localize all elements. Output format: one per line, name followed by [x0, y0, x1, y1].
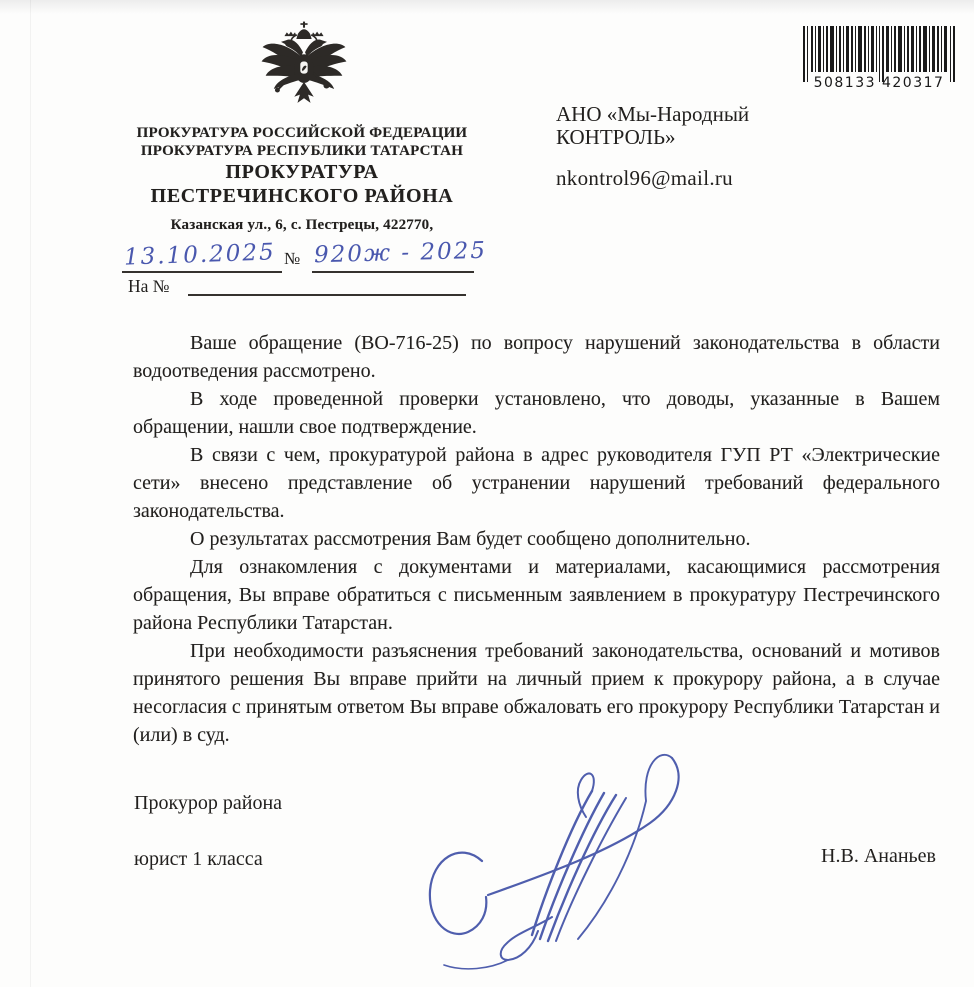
letter-body: [133, 329, 940, 749]
recipient-name-line-2: КОНТРОЛЬ»: [556, 125, 676, 149]
org-name-line-2: ПЕСТРЕЧИНСКОГО РАЙОНА: [150, 185, 454, 207]
handwritten-date: 13.10.2025: [123, 239, 277, 271]
recipient-email: nkontrol96@mail.ru: [556, 166, 733, 190]
coat-of-arms-icon: [258, 20, 350, 108]
paragraph-3: В связи с чем, прокуратурой района в адрес руководителя ГУП РТ «Электрические сети» внесено представление об устранении нарушений требований федерального законодательства.: [133, 444, 940, 522]
reply-to-label: На №: [128, 276, 170, 296]
number-underline: [312, 271, 474, 273]
signer-name: Н.В. Ананьев: [821, 845, 936, 867]
recipient-block: [556, 103, 856, 190]
handwritten-signature: [420, 743, 710, 975]
paragraph-4: О результатах рассмотрения Вам будет сообщено дополнительно.: [190, 528, 751, 550]
barcode-digits: 508133 420317: [813, 75, 945, 91]
barcode: [795, 24, 963, 96]
paragraph-1: Ваше обращение (ВО-716-25) по вопросу нарушений законодательства в области водоотведения рассмотрено.: [133, 332, 940, 382]
date-underline: [122, 271, 282, 273]
org-country-line: ПРОКУРАТУРА РОССИЙСКОЙ ФЕДЕРАЦИИ: [136, 125, 468, 141]
paragraph-5: Для ознакомления с документами и материалами, касающимися рассмотрения обращения, Вы вправе обратиться с письменным заявлением в прокуратуру Пестречинского района Республики Татарстан.: [133, 556, 940, 634]
recipient-name-line-1: АНО «Мы-Народный: [556, 102, 750, 126]
paragraph-6: При необходимости разъяснения требований законодательства, оснований и мотивов принятого решения Вы вправе прийти на личный прием к прокурору района, а в случае несогласия с принятым ответом Вы вправе обжаловать его прокурору Республики Татарстан и (или) в суд.: [133, 640, 940, 746]
org-republic-line: ПРОКУРАТУРА РЕСПУБЛИКИ ТАТАРСТАН: [140, 143, 464, 159]
org-name-line-1: ПРОКУРАТУРА: [225, 161, 379, 183]
reference-line: [120, 237, 488, 298]
paragraph-2: В ходе проведенной проверки установлено, что доводы, указанные в Вашем обращении, нашли свое подтверждение.: [133, 388, 940, 438]
signer-title-line-1: Прокурор района: [134, 792, 283, 814]
handwritten-number: 920ж - 2025: [313, 237, 488, 269]
number-sign-label: №: [284, 249, 301, 268]
letterhead: [118, 124, 486, 234]
reply-to-underline: [188, 294, 466, 296]
org-address: Казанская ул., 6, с. Пестрецы, 422770,: [170, 217, 434, 233]
signer-title-line-2: юрист 1 класса: [134, 848, 263, 870]
